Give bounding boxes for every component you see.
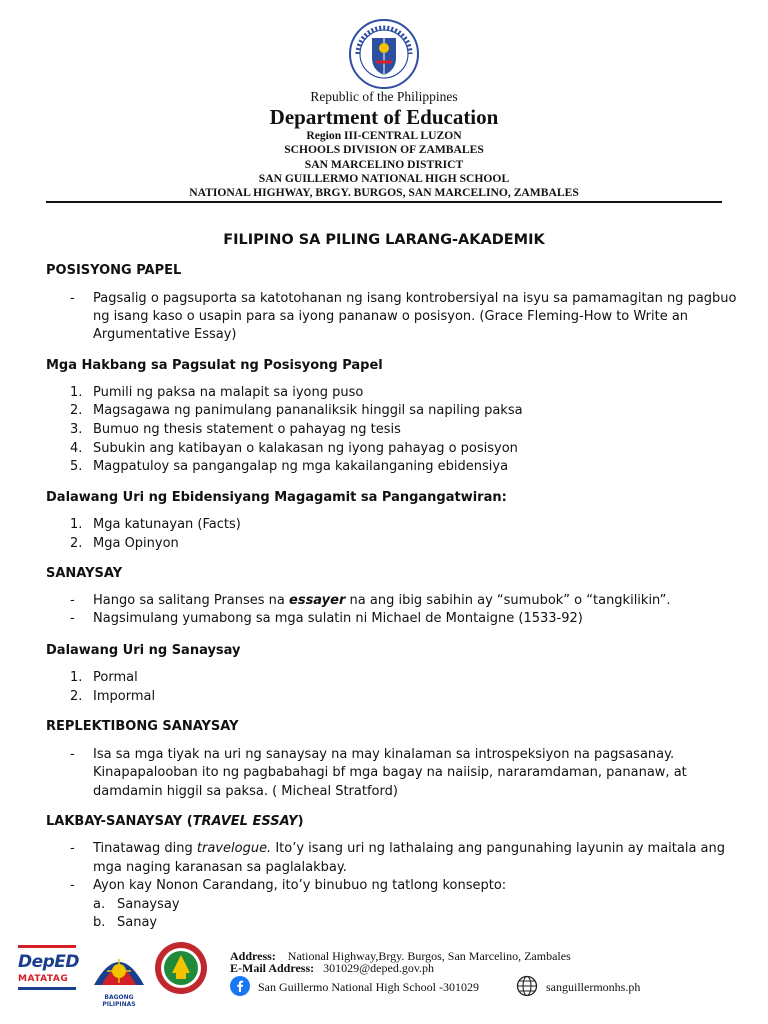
logo-bar bbox=[18, 987, 76, 990]
matatag-logo-text: MATATAG bbox=[18, 974, 69, 984]
logo-bar bbox=[18, 945, 76, 948]
address-value: National Highway,Brgy. Burgos, San Marcelino, Zambales bbox=[287, 949, 571, 963]
list-number: 5. bbox=[70, 459, 83, 474]
bullet-dash: - bbox=[70, 747, 75, 762]
school-name: SAN GUILLERMO NATIONAL HIGH SCHOOL bbox=[258, 172, 510, 185]
list-number: 2. bbox=[70, 536, 83, 551]
deped-matatag-logo bbox=[18, 945, 78, 997]
list-item: Impormal bbox=[93, 689, 156, 704]
email-label: E-Mail Address: bbox=[230, 961, 315, 975]
text-span: na ang ibig sabihin ay “sumubok” o “tangkilikin”. bbox=[345, 593, 671, 608]
region-text: Region III-CENTRAL LUZON bbox=[306, 129, 462, 142]
page-footer bbox=[0, 935, 768, 1024]
paragraph-line: mga naging karanasan sa paglalakbay. bbox=[93, 860, 347, 875]
email-value: 301029@deped.gov.ph bbox=[323, 961, 435, 975]
section-heading-sanaysay: SANAYSAY bbox=[46, 566, 123, 581]
section-heading-replektibo: REPLEKTIBONG SANAYSAY bbox=[46, 719, 239, 734]
bagong-pilipinas-logo bbox=[88, 945, 150, 1008]
list-number: 4. bbox=[70, 441, 83, 456]
bullet-dash: - bbox=[70, 611, 75, 626]
list-item: Magsagawa ng panimulang pananaliksik hinggil sa napiling paksa bbox=[93, 403, 523, 418]
list-item: Pormal bbox=[93, 670, 138, 685]
list-number: 3. bbox=[70, 422, 83, 437]
text-span: LAKBAY-SANAYSAY ( bbox=[46, 814, 193, 829]
text-span: Tinatawag ding bbox=[93, 841, 197, 856]
sub-list-item: Sanaysay bbox=[117, 897, 180, 912]
emphasis-text: TRAVEL ESSAY bbox=[192, 814, 298, 829]
emphasis-text: essayer bbox=[289, 593, 346, 608]
header-divider bbox=[46, 201, 722, 203]
paragraph-line: Ayon kay Nonon Carandang, ito’y binubuo ng tatlong konsepto: bbox=[93, 878, 507, 893]
section-heading-lakbay bbox=[46, 814, 304, 829]
website-link[interactable]: sanguillermonhs.ph bbox=[546, 980, 641, 994]
deped-seal-logo bbox=[338, 18, 430, 90]
paragraph-line: damdamin higgil sa paksa. ( Micheal Stratford) bbox=[93, 784, 398, 799]
deped-logo-text: DepED bbox=[18, 952, 80, 972]
facebook-icon[interactable] bbox=[230, 976, 250, 996]
paragraph-line: Kinapapalooban ito ng pagbabahagi bf mga bagay na naiisip, nararamdaman, pananaw, at bbox=[93, 765, 687, 780]
sub-list-marker: b. bbox=[93, 915, 106, 930]
text-span: Hango sa salitang Pranses na bbox=[93, 593, 290, 608]
bullet-dash: - bbox=[70, 841, 75, 856]
school-seal-logo bbox=[154, 941, 208, 995]
division-text: SCHOOLS DIVISION OF ZAMBALES bbox=[284, 143, 484, 156]
text-span: ) bbox=[297, 814, 304, 829]
sub-list-marker: a. bbox=[93, 897, 106, 912]
list-number: 2. bbox=[70, 403, 83, 418]
bagong-pilipinas-text: BAGONG PILIPINAS bbox=[102, 994, 136, 1008]
document-title: FILIPINO SA PILING LARANG-AKADEMIK bbox=[223, 232, 545, 248]
paragraph-line: Argumentative Essay) bbox=[93, 327, 237, 342]
globe-icon bbox=[516, 975, 538, 997]
list-item: Magpatuloy sa pangangalap ng mga kakailanganing ebidensiya bbox=[93, 459, 509, 474]
school-address: NATIONAL HIGHWAY, BRGY. BURGOS, SAN MARCELINO, ZAMBALES bbox=[189, 186, 579, 199]
bagong-pilipinas-emblem-icon bbox=[88, 945, 150, 989]
section-heading-uri-sanaysay: Dalawang Uri ng Sanaysay bbox=[46, 643, 241, 658]
section-heading-hakbang: Mga Hakbang sa Pagsulat ng Posisyong Papel bbox=[46, 358, 383, 373]
republic-text: Republic of the Philippines bbox=[310, 89, 458, 104]
department-title: Department of Education bbox=[269, 105, 499, 129]
list-number: 1. bbox=[70, 385, 83, 400]
list-item: Mga Opinyon bbox=[93, 536, 179, 551]
district-text: SAN MARCELINO DISTRICT bbox=[304, 158, 464, 171]
paragraph-line: ng isang kaso o usapin para sa iyong pananaw o posisyon. (Grace Fleming-How to Write an bbox=[93, 309, 689, 324]
text-span: Ito’y isang uri ng lathalaing ang pangunahing layunin ay maitala ang bbox=[271, 841, 726, 856]
list-item: Bumuo ng thesis statement o pahayag ng tesis bbox=[93, 422, 401, 437]
bullet-dash: - bbox=[70, 291, 75, 306]
list-item: Mga katunayan (Facts) bbox=[93, 517, 241, 532]
bullet-dash: - bbox=[70, 878, 75, 893]
facebook-page-link[interactable]: San Guillermo National High School -301029 bbox=[258, 980, 479, 994]
footer-email bbox=[230, 961, 434, 976]
sub-list-item: Sanay bbox=[117, 915, 158, 930]
emphasis-text: travelogue. bbox=[196, 841, 272, 856]
list-item: Pumili ng paksa na malapit sa iyong puso bbox=[93, 385, 364, 400]
paragraph-line bbox=[93, 841, 725, 856]
list-number: 1. bbox=[70, 670, 83, 685]
list-item: Subukin ang katibayan o kalakasan ng iyong pahayag o posisyon bbox=[93, 441, 518, 456]
address-label: Address: bbox=[230, 949, 276, 963]
section-heading-ebidensiya: Dalawang Uri ng Ebidensiyang Magagamit sa Pangangatwiran: bbox=[46, 490, 507, 505]
paragraph-line bbox=[93, 593, 670, 608]
list-number: 2. bbox=[70, 689, 83, 704]
paragraph-line: Isa sa mga tiyak na uri ng sanaysay na may kinalaman sa introspeksiyon na pagsasanay. bbox=[93, 747, 675, 762]
paragraph-line: Pagsalig o pagsuporta sa katotohanan ng isang kontrobersiyal na isyu sa pamamagitan ng pagbuo bbox=[93, 291, 737, 306]
paragraph-line: Nagsimulang yumabong sa mga sulatin ni Michael de Montaigne (1533-92) bbox=[93, 611, 583, 626]
list-number: 1. bbox=[70, 517, 83, 532]
section-heading-posisyong-papel: POSISYONG PAPEL bbox=[46, 263, 182, 278]
bullet-dash: - bbox=[70, 593, 75, 608]
